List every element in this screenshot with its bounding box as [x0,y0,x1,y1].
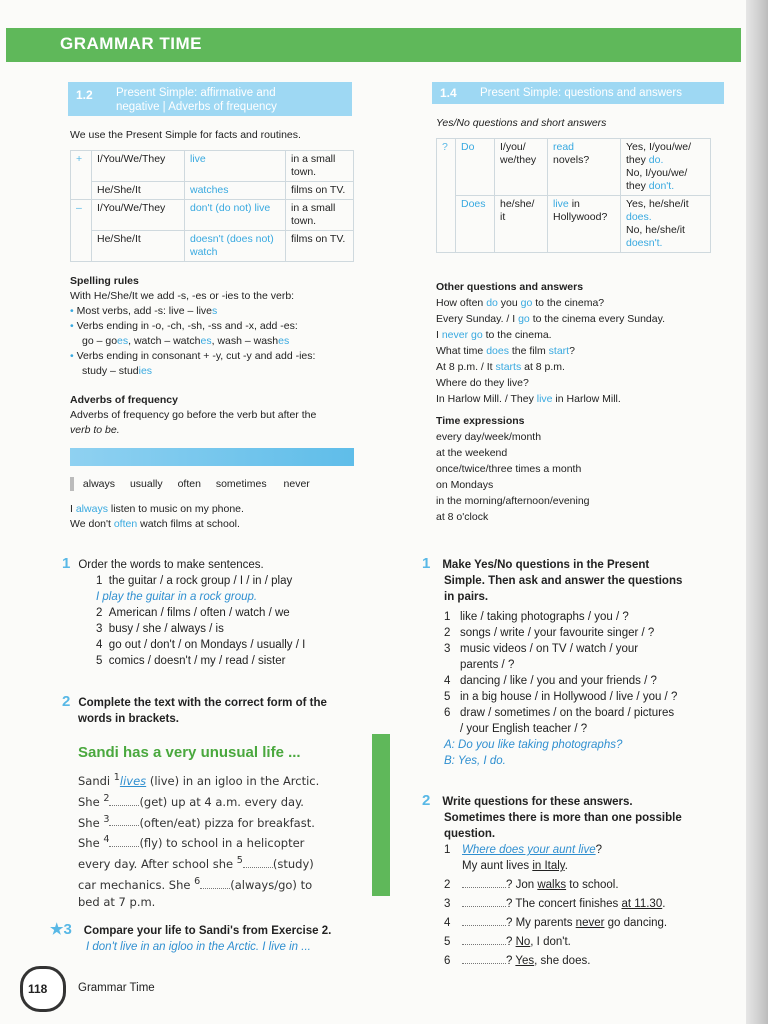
question-mark: ? [437,139,456,253]
adverb-examples: I always listen to music on my phone. We don't often watch films at school. [70,503,244,530]
frequency-scale-arrow [70,448,354,466]
sandi-story: Sandi $^1$lives (live) in an igloo in the Arctic. She $^2$ (get) up at 4 a.m. every day. She $^3$ (often/eat) pizza for breakfast. She $^4$ (fly) to school in a helicopter every day. After school she $^5$ (study) car mechanics. She $^6$ (always/go) to bed at 7 p.m. [78,772,320,909]
right-exercise-2: 2 Write questions for these answers. Sometimes there is more than one possible question. 1 Where does your aunt live? My aunt lives in Italy. 2 ? Jon walks to school. 3 ? The concert finishes at 11.30. 4 ? My parents never go dancing. 5 ? No, I don't. 6 ? Yes, she does. [422,792,682,967]
section-number: 1.4 [440,86,457,100]
time-expressions: Time expressions every day/week/month at the weekend once/twice/three times a month on Mondays in the morning/afternoon/evening at 8 o'clock [436,415,590,523]
minus-sign: – [71,200,92,262]
yes-no-subtitle: Yes/No questions and short answers [436,117,607,129]
questions-answers-table [436,138,711,253]
plus-sign: + [71,151,92,200]
story-side-bar [372,734,390,896]
exercise-3: ★3 Compare your life to Sandi's from Exercise 2. I don't live in an igloo in the Arctic. I live in ... [50,921,332,953]
table-row: He/She/It doesn't (does not) watch films on TV. [71,231,354,262]
exercise-2-instructions: 2 Complete the text with the correct form of the words in brackets. [62,693,327,725]
other-questions: Other questions and answers How often do you go to the cinema? Every Sunday. / I go to the cinema every Sunday. I never go to the cinema. What time does the film start? At 8 p.m. / It starts at 8 p.m. Where do they live? In Harlow Mill. / They live in Harlow Mill. [436,281,665,405]
table-row: Does he/she/ it live in Hollywood? Yes, he/she/it does. No, he/she/it doesn't. [437,196,711,253]
section-title: Present Simple: questions and answers [480,87,682,99]
footer-label: Grammar Time [78,982,155,994]
adverbs-of-frequency: Adverbs of frequency Adverbs of frequency go before the verb but after the verb to be. [70,394,317,436]
section-1-2-header [68,82,352,116]
page-number: 118 [28,982,48,996]
affirmative-negative-table [70,150,354,262]
table-row: – I/You/We/They don't (do not) live in a small town. [71,200,354,231]
story-title: Sandi has a very unusual life ... [78,744,301,761]
page-edge-shadow [746,0,768,1024]
table-row: + I/You/We/They live in a small town. [71,151,354,182]
section-number: 1.2 [76,88,93,102]
table-row: ? Do I/you/ we/they read novels? Yes, I/you/we/ they do. No, I/you/we/ they don't. [437,139,711,196]
example-answer: I play the guitar in a rock group. [96,591,258,603]
adverbs-list: always usually often sometimes never [70,477,310,492]
section-title: Present Simple: affirmative and negative | Adverbs of frequency [116,87,277,113]
spelling-rules: Spelling rules With He/She/It we add -s, -es or -ies to the verb: • Most verbs, add -s: live – lives • Verbs ending in -o, -ch, -sh, -ss and -x, add -es: go – goes, watch – watches, wash – washes • Verbs ending in consonant + -y, cut -y and add -ies: study – studies [70,275,316,377]
exercise-1-order-words: 1 Order the words to make sentences. 1 the guitar / a rock group / I / in / play I play the guitar in a rock group. 2 American / films / often / watch / we 3 busy / she / always / is 4 go out / don't / on Mondays / usually / I 5 comics / doesn't / my / read / sister [62,556,362,669]
intro-text: We use the Present Simple for facts and routines. [70,129,301,141]
section-1-4-header [432,82,724,104]
page-title: GRAMMAR TIME [60,34,202,53]
table-row: He/She/It watches films on TV. [71,182,354,200]
right-exercise-1: 1 Make Yes/No questions in the Present Simple. Then ask and answer the questions in pairs. 1 like / taking photographs / you / ? 2 songs / write / your favourite singer / ? 3 music videos / on TV / watch / your parents / ? 4 dancing / like / you and your friends / ? 5 in a big house / in Hollywood / live / you / ? 6 draw / sometimes / on the board / pictures / your English teacher / ? A: Do you like taking photographs? B: Yes, I do. [422,555,683,767]
